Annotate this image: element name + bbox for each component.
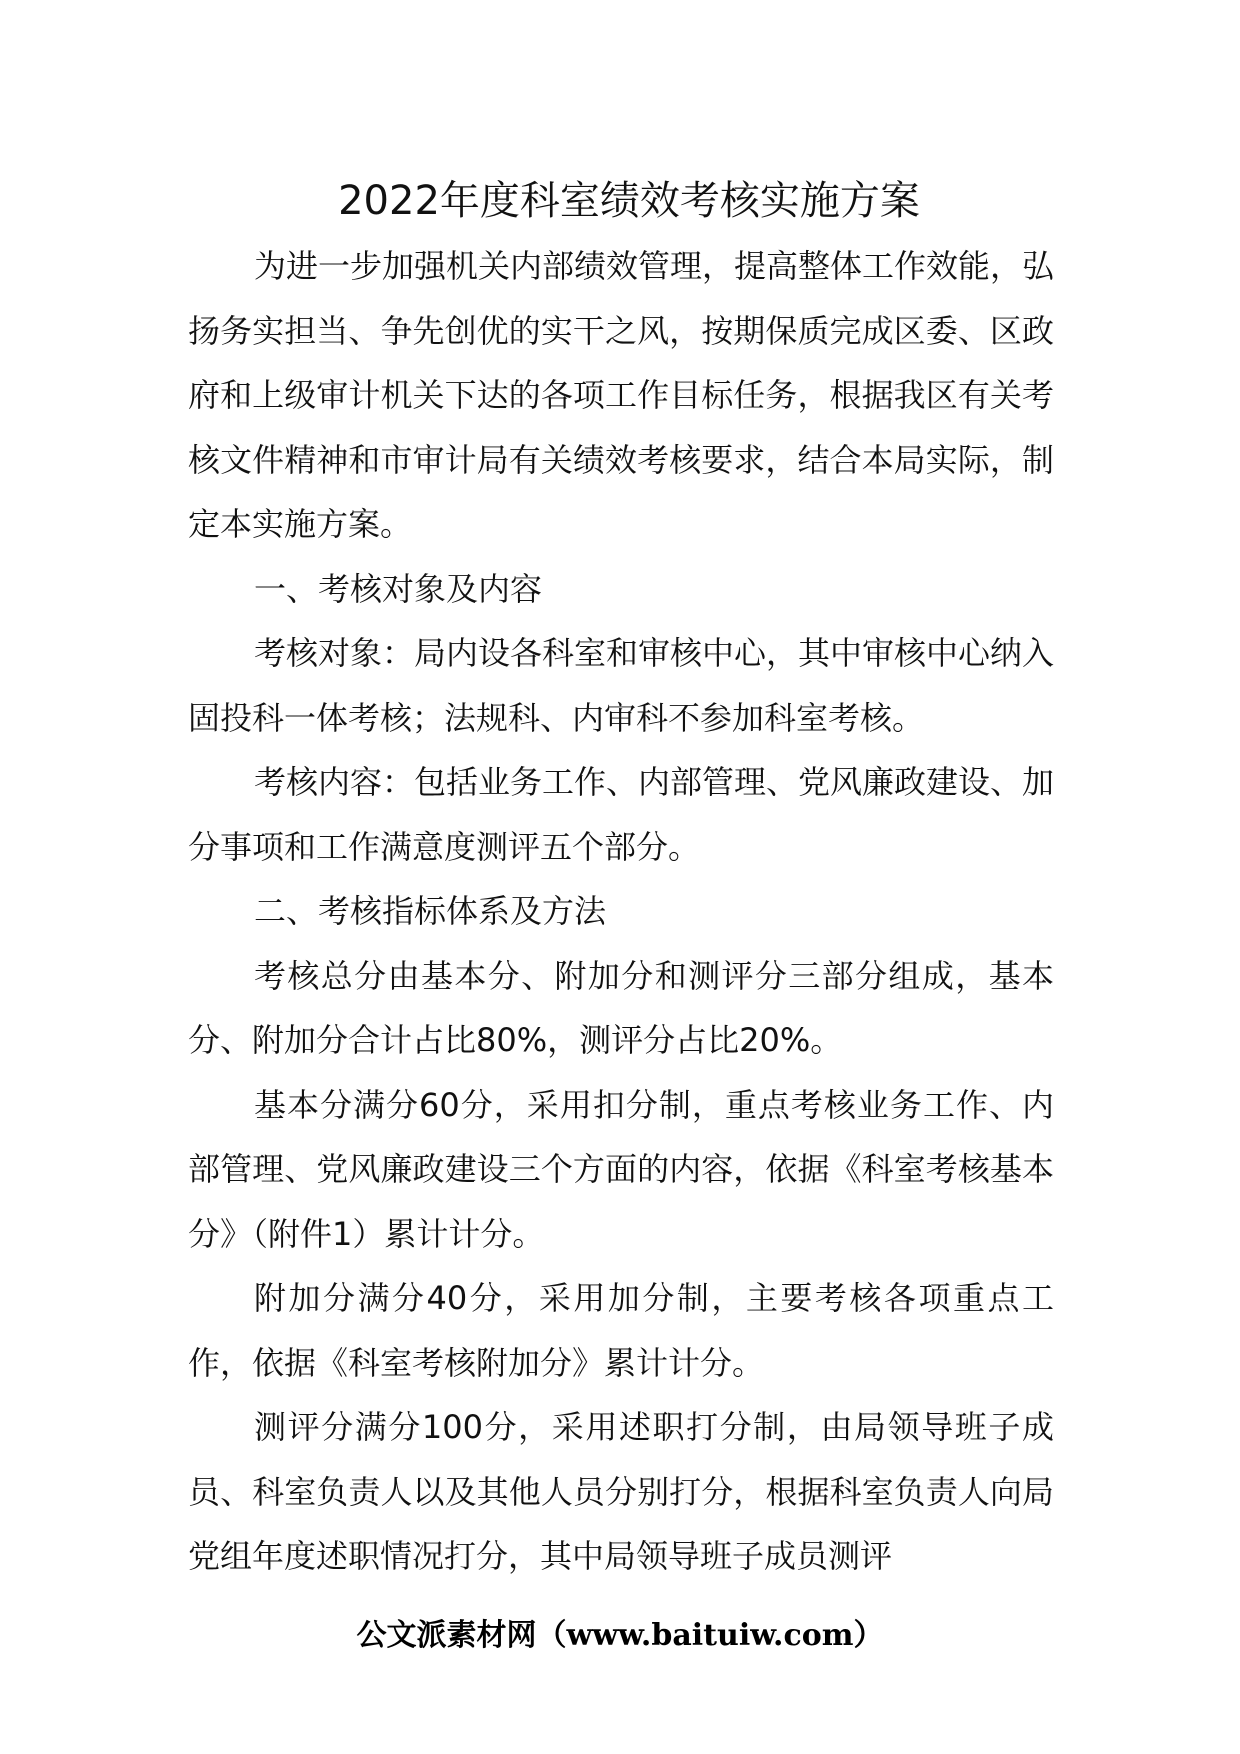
- section-heading-1: 一、考核对象及内容: [254, 569, 543, 608]
- paragraph-additional-score: 附加分满分40分，采用加分制，主要考核各项重点工作，依据《科室考核附加分》累计计分。: [188, 1279, 1054, 1382]
- paragraph-total-score: 考核总分由基本分、附加分和测评分三部分组成，基本分、附加分合计占比80%，测评分占比20%。: [188, 956, 1054, 1059]
- section-heading-2: 二、考核指标体系及方法: [254, 892, 607, 930]
- paragraph-assessment-targets: 考核对象：局内设各科室和审核中心，其中审核中心纳入固投科一体考核；法规科、内审科不参加科室考核。: [188, 634, 1055, 737]
- document-page: [188, 168, 1054, 1589]
- paragraph-intro: 为进一步加强机关内部绩效管理，提高整体工作效能，弘扬务实担当、争先创优的实干之风，按期保质完成区委、区政府和上级审计机关下达的各项工作目标任务，根据我区有关考核文件精神和市审计局有关绩效考核要求，结合本局实际，制定本实施方案。: [188, 247, 1055, 543]
- paragraph-basic-score: 基本分满分60分，采用扣分制，重点考核业务工作、内部管理、党风廉政建设三个方面的内容，依据《科室考核基本分》（附件1）累计计分。: [188, 1085, 1054, 1253]
- paragraph-evaluation-score: 测评分满分100分，采用述职打分制，由局领导班子成员、科室负责人以及其他人员分别打分，根据科室负责人向局党组年度述职情况打分，其中局领导班子成员测评: [188, 1408, 1054, 1575]
- footer-watermark: 公文派素材网（www.baituiw.com）: [356, 1618, 884, 1653]
- document-title: 2022年度科室绩效考核实施方案: [338, 178, 920, 224]
- paragraph-assessment-content: 考核内容：包括业务工作、内部管理、党风廉政建设、加分事项和工作满意度测评五个部分。: [188, 763, 1055, 866]
